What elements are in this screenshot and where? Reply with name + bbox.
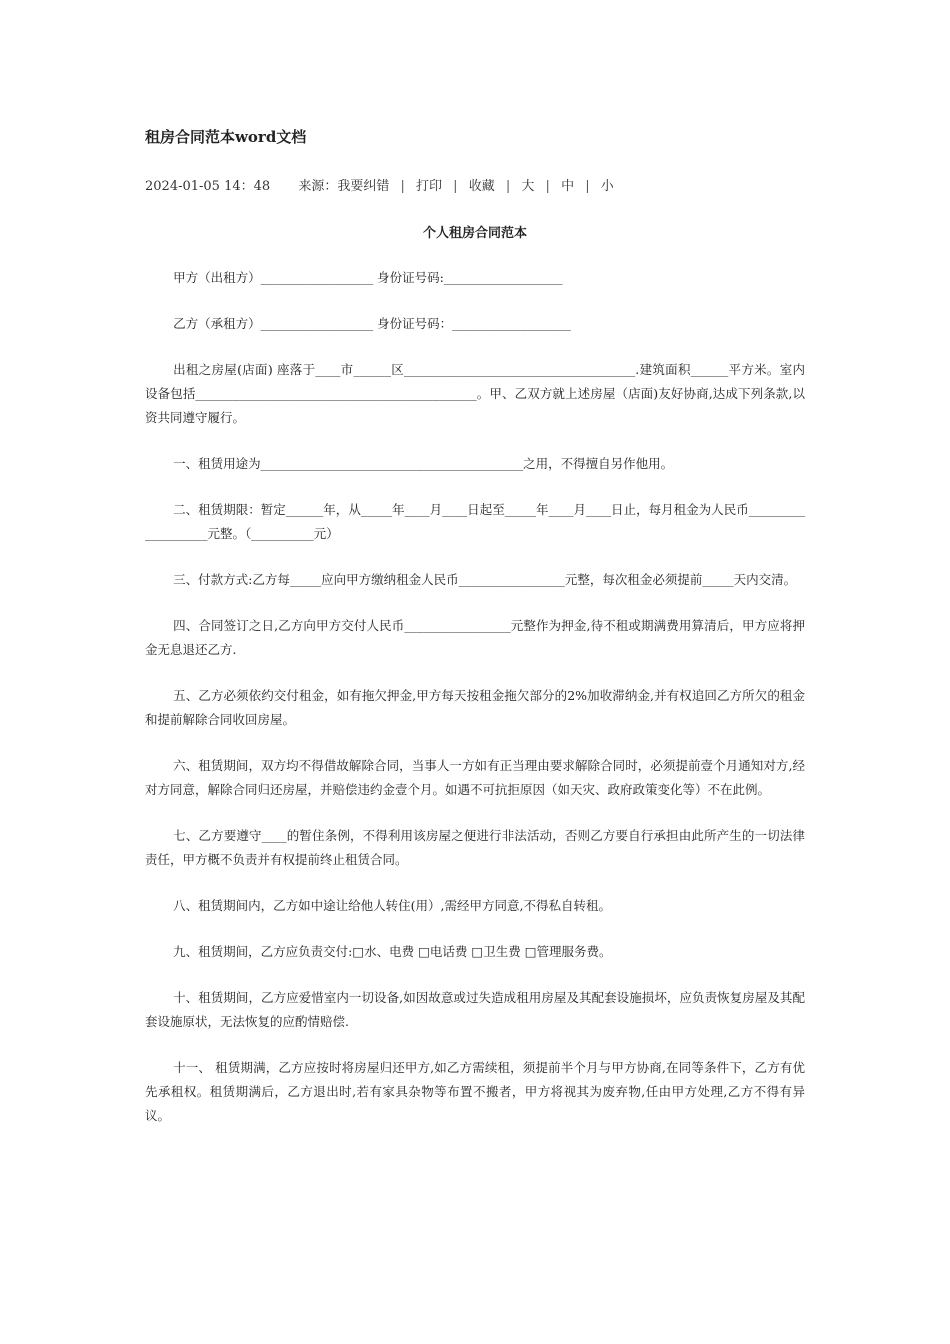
clause-1: 一、租赁用途为__________________________________________之用，不得擅自另作他用。: [173, 456, 674, 471]
property-clause: 出租之房屋(店面) 座落于____市______区_____________________________________.建筑面积______平方米。室内设备包括_____________________________________________。甲、乙双方就上述房屋（店面)友好协商,达成下列条款,以资共同遵守履行。: [145, 362, 805, 425]
publish-date: 2024-01-05 14：48: [145, 179, 271, 194]
clause-2: 二、租赁期限：暂定______年，从_____年____月____日起至_____年____月____日止，每月租金为人民币___________________元整。（__________元）: [145, 502, 805, 541]
font-small-link[interactable]: 小: [600, 179, 614, 194]
party-b-line: 乙方（承租方）__________________ 身份证号码：___________________: [173, 316, 571, 331]
meta-bar: [145, 175, 614, 194]
font-medium-link[interactable]: 中: [561, 179, 575, 194]
clause-10: 十、租赁期间，乙方应爱惜室内一切设备,如因故意或过失造成租用房屋及其配套设施损坏，应负责恢复房屋及其配套设施原状，无法恢复的应酌情赔偿.: [145, 990, 805, 1029]
contract-body: [145, 266, 805, 1150]
divider: |: [400, 179, 405, 194]
font-large-link[interactable]: 大: [521, 179, 535, 194]
divider: |: [505, 179, 511, 194]
clause-4: 四、合同签订之日,乙方向甲方交付人民币_________________元整作为押金,待不租或期满费用算清后，甲方应将押金无息退还乙方.: [145, 618, 805, 657]
contract-title: 个人租房合同范本: [422, 226, 527, 241]
clause-3: 三、付款方式:乙方每_____应向甲方缴纳租金人民币_________________元整，每次租金必须提前_____天内交清。: [173, 572, 797, 587]
divider: |: [453, 179, 458, 194]
document-title: 租房合同范本word文档: [145, 128, 307, 146]
clause-9: 九、租赁期间，乙方应负责交付:□水、电费 □电话费 □卫生费 □管理服务费。: [173, 944, 612, 959]
divider: |: [585, 179, 590, 194]
clause-7: 七、乙方要遵守____的暂住条例，不得利用该房屋之便进行非法活动，否则乙方要自行承担由此所产生的一切法律责任，甲方概不负责并有权提前终止租赁合同。: [145, 828, 805, 867]
clause-5: 五、乙方必须依约交付租金，如有拖欠押金,甲方每天按租金拖欠部分的2%加收滞纳金,并有权追回乙方所欠的租金和提前解除合同收回房屋。: [145, 688, 805, 727]
favorite-link[interactable]: 收藏: [468, 179, 495, 194]
clause-11: 十一、 租赁期满，乙方应按时将房屋归还甲方,如乙方需续租，须提前半个月与甲方协商,在同等条件下，乙方有优先承租权。租赁期满后，乙方退出时,若有家具杂物等布置不搬者，甲方将视其为废弃物,任由甲方处理,乙方不得有异议。: [145, 1060, 805, 1123]
source-link[interactable]: 来源：我要纠错: [298, 179, 390, 194]
divider: |: [545, 179, 550, 194]
party-a-line: 甲方（出租方）__________________ 身份证号码:___________________: [173, 270, 563, 285]
clause-8: 八、租赁期间内，乙方如中途让给他人转住(用）,需经甲方同意,不得私自转租。: [173, 898, 611, 913]
clause-6: 六、租赁期间，双方均不得借故解除合同，当事人一方如有正当理由要求解除合同时，必须提前壹个月通知对方,经对方同意，解除合同归还房屋，并赔偿违约金壹个月。如遇不可抗拒原因（如天灾、政府政策变化等）不在此例。: [145, 758, 805, 797]
print-link[interactable]: 打印: [416, 179, 443, 194]
